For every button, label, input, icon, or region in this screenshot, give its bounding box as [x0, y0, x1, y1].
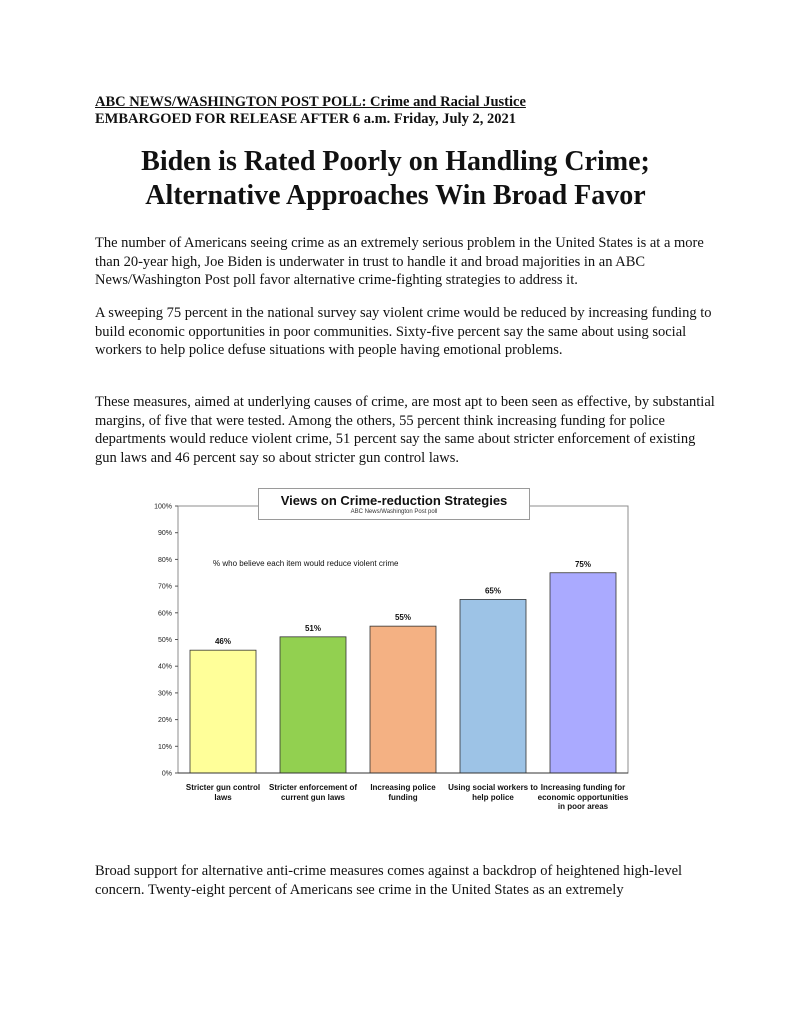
crime-strategies-chart: [128, 484, 648, 834]
embargo-line: EMBARGOED FOR RELEASE AFTER 6 a.m. Friday, July 2, 2021: [95, 111, 516, 127]
y-tick-label: 0%: [161, 770, 172, 778]
chart-title-box: [258, 488, 530, 520]
paragraph-1: The number of Americans seeing crime as an extremely serious problem in the United States is at a more than 20-year high, Joe Biden is underwater in trust to handle it and broad majorities in an ABC News/Washington Post poll favor alternative crime-fighting strategies to address it.: [95, 235, 704, 288]
x-tick-label: Using social workers to help police: [448, 783, 538, 802]
chart-subtitle: ABC News/Washington Post poll: [350, 509, 438, 515]
data-label: 55%: [394, 613, 412, 623]
y-tick-label: 10%: [157, 743, 172, 751]
y-tick-label: 50%: [157, 637, 172, 644]
paragraph-4: Broad support for alternative anti-crime measures comes against a backdrop of heightened high-level concern. Twenty-eight percent of Americans see crime in the United States as an extremely: [95, 863, 683, 898]
data-label: 46%: [214, 637, 232, 647]
y-tick-label: 20%: [157, 717, 172, 725]
chart-title: Views on Crime-reduction Strategies: [280, 493, 508, 508]
bar: [460, 599, 526, 773]
y-tick-label: 30%: [157, 690, 172, 698]
paragraph-3: These measures, aimed at underlying causes of crime, are most apt to been seen as effective, by substantial margins, of five that were tested. Among the others, 55 percent think increasing funding for police departments would reduce violent crime, 51 percent say the same about stricter enforcement of existing gun laws and 46 percent say so about stricter gun control laws.: [95, 394, 715, 466]
chart-canvas: [128, 484, 648, 834]
bar: [370, 626, 436, 773]
y-tick-label: 90%: [157, 530, 172, 538]
bar: [550, 573, 616, 773]
data-label: 65%: [484, 586, 502, 596]
paragraph-2: A sweeping 75 percent in the national survey say violent crime would be reduced by increasing funding to build economic opportunities in poor communities. Sixty-five percent say the same about using social workers to help police defuse situations with people having emotional problems.: [95, 305, 712, 358]
y-tick-label: 60%: [157, 610, 172, 618]
headline-line-1: Biden is Rated Poorly on Handling Crime;: [141, 146, 650, 177]
bar: [190, 650, 256, 773]
headline-line-2: Alternative Approaches Win Broad Favor: [145, 180, 646, 211]
y-tick-label: 70%: [157, 583, 172, 591]
headline: [60, 145, 731, 213]
x-tick-label: Stricter enforcement of current gun laws: [268, 783, 358, 802]
poll-header: ABC NEWS/WASHINGTON POST POLL: Crime and Racial Justice: [95, 94, 526, 110]
y-tick-label: 100%: [154, 503, 172, 511]
x-tick-label: Stricter gun control laws: [185, 783, 261, 802]
data-label: 75%: [574, 559, 592, 569]
x-tick-label: Increasing police funding: [370, 783, 436, 802]
x-tick-label: Increasing funding for economic opportunities in poor areas: [537, 783, 629, 811]
chart-note: % who believe each item would reduce violent crime: [213, 559, 399, 568]
data-label: 51%: [304, 623, 322, 633]
y-tick-label: 80%: [157, 556, 172, 564]
y-tick-label: 40%: [157, 663, 172, 671]
bar: [280, 637, 346, 773]
